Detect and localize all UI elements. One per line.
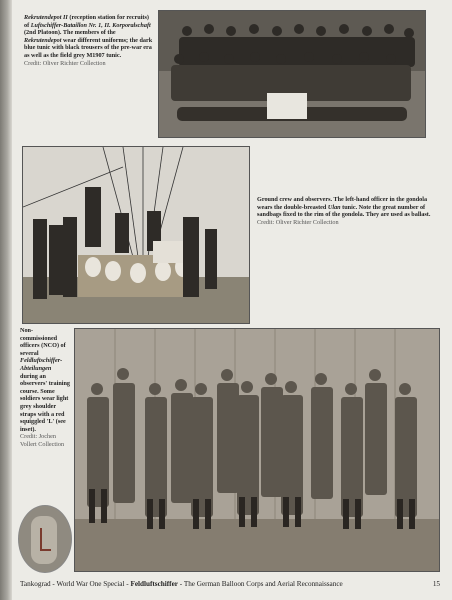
caption-bottom-part-3: during an observers' training course. Some soldiers wear light grey shoulder straps with a red squiggled 'L' (see inset). — [20, 372, 71, 433]
caption-bottom-credit: Credit: Jochen Vollert Collection — [20, 433, 65, 448]
caption-top-part-2: (reception station for recruits) of — [24, 14, 149, 29]
footer-title: Feldluftschiffer — [130, 580, 178, 588]
photo-balloon-gondola — [22, 146, 250, 324]
caption-middle-part-3: tunic. Note the great number of sandbags fixed to the rim of the gondola. They are used as ballast. — [257, 203, 431, 219]
caption-middle-credit: Credit: Oliver Richter Collection — [257, 218, 339, 226]
caption-middle-part-1: Ground crew and observers. The left-hand officer in the gondola wears the double-breasted — [257, 196, 428, 211]
caption-top-part-5: Rekrutendepot — [24, 36, 62, 44]
page-footer — [20, 580, 440, 588]
caption-top-part-1: Rekrutendepot II — [24, 14, 68, 21]
footer-prefix: Tankograd - World War One Special - — [20, 580, 131, 588]
inset-shoulder-strap — [18, 505, 72, 573]
caption-top-credit: Credit: Oliver Richter Collection — [24, 59, 106, 67]
caption-top-part-4: (2nd Platoon). The members of the — [24, 29, 116, 37]
caption-bottom-part-2: Feldluftschiffer-Abteilungen — [20, 357, 63, 372]
page-spine-shadow — [0, 0, 12, 600]
caption-middle — [257, 196, 435, 226]
caption-bottom-part-1: Non-commissioned officers (NCO) of several — [20, 327, 66, 357]
caption-top — [24, 14, 154, 67]
photo-nco-group — [74, 328, 440, 572]
page-number: 15 — [432, 580, 440, 588]
photo-rekrutendepot — [158, 10, 426, 138]
caption-bottom — [20, 327, 70, 449]
caption-top-part-3: Luftschiffer-Bataillon Nr. 1, II. Korporalschaft — [30, 21, 151, 29]
caption-top-part-6: wear different uniforms; the dark blue tunic with black trousers of the pre-war era as well as the field grey M1907 tunic. — [24, 36, 153, 59]
caption-middle-part-2: Ulan — [327, 203, 341, 211]
footer-suffix: - The German Balloon Corps and Aerial Reconnaissance — [177, 580, 343, 588]
